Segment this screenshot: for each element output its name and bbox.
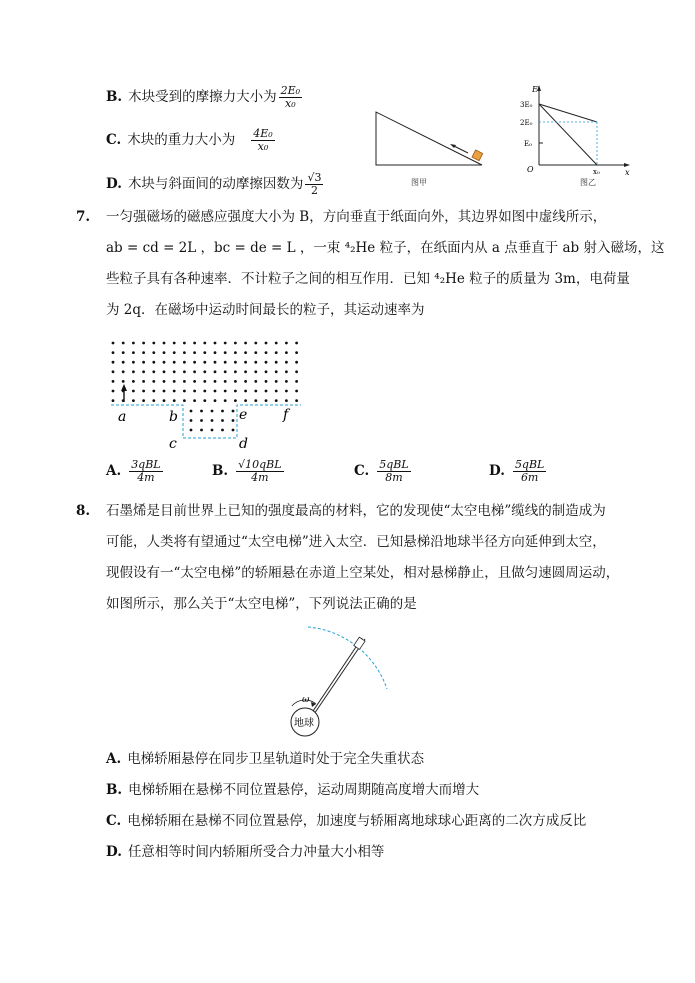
field-dot bbox=[244, 370, 247, 373]
field-dot bbox=[122, 361, 125, 364]
field-dot bbox=[203, 399, 206, 402]
field-dot bbox=[224, 361, 227, 364]
x-axis-label: x bbox=[625, 168, 630, 177]
numerator: 3qBL bbox=[131, 458, 161, 471]
field-dot bbox=[193, 361, 196, 364]
denominator: 4m bbox=[137, 471, 155, 484]
option-label: A. bbox=[106, 751, 122, 767]
field-dot bbox=[112, 390, 115, 393]
fraction bbox=[129, 459, 162, 484]
field-dot bbox=[295, 361, 298, 364]
field-dot bbox=[193, 399, 196, 402]
field-dot bbox=[183, 390, 186, 393]
point-c: c bbox=[169, 436, 177, 452]
fig-a-caption: 图甲 bbox=[411, 178, 427, 187]
field-dot bbox=[295, 370, 298, 373]
point-e: e bbox=[239, 407, 248, 423]
point-d: d bbox=[239, 436, 248, 452]
field-dot bbox=[132, 399, 135, 402]
field-dot bbox=[265, 399, 268, 402]
field-dot bbox=[244, 380, 247, 383]
point-b: b bbox=[169, 409, 178, 425]
option-label: D. bbox=[489, 463, 505, 479]
field-dot bbox=[214, 342, 217, 345]
field-dot bbox=[254, 342, 257, 345]
fraction bbox=[251, 128, 274, 153]
q7-line: 一匀强磁场的磁感应强度大小为 B，方向垂直于纸面向外，其边界如图中虚线所示， bbox=[106, 209, 607, 225]
numerator: 4E₀ bbox=[253, 127, 273, 140]
field-dot bbox=[275, 399, 278, 402]
field-dot bbox=[173, 361, 176, 364]
field-dot bbox=[163, 351, 166, 354]
field-dot bbox=[163, 399, 166, 402]
denominator: x₀ bbox=[285, 97, 296, 110]
field-dot bbox=[173, 351, 176, 354]
q7-number: 7. bbox=[76, 209, 91, 225]
field-dot bbox=[275, 342, 278, 345]
field-dot bbox=[193, 390, 196, 393]
field-dot bbox=[163, 342, 166, 345]
field-dot bbox=[254, 361, 257, 364]
option-text: 电梯轿厢在悬梯不同位置悬停，加速度与轿厢离地球球心距离的二次方成反比 bbox=[127, 813, 587, 829]
field-dot bbox=[193, 380, 196, 383]
field-dot bbox=[183, 351, 186, 354]
numerator: 5qBL bbox=[514, 458, 545, 471]
field-dot bbox=[254, 370, 257, 373]
option-label: D. bbox=[106, 176, 122, 192]
field-dot bbox=[112, 370, 115, 373]
field-dot bbox=[112, 351, 115, 354]
field-dot bbox=[234, 370, 237, 373]
field-dot bbox=[244, 351, 247, 354]
field-dot bbox=[183, 399, 186, 402]
denominator: 4m bbox=[251, 471, 269, 484]
field-dot bbox=[224, 380, 227, 383]
field-dot bbox=[232, 429, 235, 432]
field-dot bbox=[285, 399, 288, 402]
x-tick-x0: x₀ bbox=[593, 168, 600, 176]
field-dot bbox=[275, 361, 278, 364]
field-dot bbox=[295, 390, 298, 393]
field-dot bbox=[214, 399, 217, 402]
field-dot bbox=[221, 410, 224, 413]
option-text: 木块受到的摩擦力大小为 bbox=[128, 89, 277, 105]
fraction bbox=[279, 85, 302, 110]
magnetic-field-figure bbox=[105, 335, 320, 455]
omega-label: ω bbox=[302, 695, 310, 705]
field-dot bbox=[254, 399, 257, 402]
field-dot bbox=[265, 390, 268, 393]
field-dot bbox=[190, 410, 193, 413]
field-dot bbox=[285, 390, 288, 393]
field-dot bbox=[265, 351, 268, 354]
q6-option-b[interactable] bbox=[106, 85, 304, 110]
field-dot bbox=[285, 361, 288, 364]
q7-line: 些粒子具有各种速率．不计粒子之间的相互作用．已知 ⁴₂He 粒子的质量为 3m，电荷量 bbox=[106, 271, 630, 287]
space-elevator-figure bbox=[280, 622, 395, 740]
numerator: 2E₀ bbox=[280, 84, 301, 97]
field-dot bbox=[173, 370, 176, 373]
option-text: 电梯轿厢在悬梯不同位置悬停，运动周期随高度增大而增大 bbox=[128, 782, 480, 798]
option-text: 任意相等时间内轿厢所受合力冲量大小相等 bbox=[127, 844, 385, 860]
fraction bbox=[513, 459, 546, 484]
field-dot bbox=[152, 399, 155, 402]
option-label: B. bbox=[106, 89, 123, 105]
field-dot bbox=[275, 351, 278, 354]
option-label: C. bbox=[106, 132, 122, 148]
fraction bbox=[236, 459, 283, 484]
field-dot bbox=[203, 390, 206, 393]
option-label: A. bbox=[106, 463, 122, 479]
field-dot bbox=[173, 342, 176, 345]
field-dot bbox=[152, 361, 155, 364]
field-dot bbox=[214, 380, 217, 383]
field-dot bbox=[132, 370, 135, 373]
point-a: a bbox=[118, 409, 127, 425]
field-dot bbox=[244, 390, 247, 393]
field-dot bbox=[234, 380, 237, 383]
field-dot bbox=[244, 342, 247, 345]
option-label: D. bbox=[106, 844, 122, 860]
field-dot bbox=[163, 361, 166, 364]
option-text: 电梯轿厢悬停在同步卫星轨道时处于完全失重状态 bbox=[127, 751, 425, 767]
field-dot bbox=[132, 361, 135, 364]
q8-option-a[interactable] bbox=[106, 750, 424, 768]
field-dot bbox=[203, 380, 206, 383]
field-dot bbox=[224, 399, 227, 402]
field-dot bbox=[275, 390, 278, 393]
field-dot bbox=[152, 351, 155, 354]
field-dot bbox=[200, 429, 203, 432]
field-dot bbox=[183, 342, 186, 345]
y-tick-e0: E₀ bbox=[524, 140, 532, 148]
field-dot bbox=[234, 361, 237, 364]
numerator: 5qBL bbox=[379, 458, 409, 471]
q6-option-c[interactable] bbox=[106, 128, 277, 153]
field-dot bbox=[163, 380, 166, 383]
field-dot bbox=[183, 370, 186, 373]
field-dot bbox=[142, 390, 145, 393]
field-dot bbox=[122, 351, 125, 354]
field-dot bbox=[203, 342, 206, 345]
field-dot bbox=[142, 370, 145, 373]
field-dot bbox=[254, 390, 257, 393]
field-dot bbox=[163, 370, 166, 373]
fraction bbox=[305, 172, 323, 197]
field-dot bbox=[244, 399, 247, 402]
field-dot bbox=[200, 419, 203, 422]
field-dot bbox=[142, 342, 145, 345]
field-dot bbox=[275, 370, 278, 373]
point-f: f bbox=[283, 407, 289, 423]
field-dot bbox=[203, 351, 206, 354]
q8-option-d[interactable] bbox=[106, 843, 384, 861]
field-dot bbox=[265, 342, 268, 345]
q7-line: 为 2q．在磁场中运动时间最长的粒子，其运动速率为 bbox=[106, 302, 425, 318]
field-dot bbox=[254, 351, 257, 354]
field-dot bbox=[173, 399, 176, 402]
earth-label: 地球 bbox=[294, 718, 314, 729]
field-dot bbox=[112, 361, 115, 364]
field-dot bbox=[203, 370, 206, 373]
field-dot bbox=[285, 342, 288, 345]
field-dot bbox=[142, 380, 145, 383]
fig-b-caption: 图乙 bbox=[580, 178, 596, 187]
field-dot bbox=[112, 380, 115, 383]
energy-graph bbox=[515, 82, 635, 177]
q8-number: 8. bbox=[76, 503, 91, 519]
field-dots bbox=[112, 342, 298, 432]
field-dot bbox=[214, 390, 217, 393]
field-dot bbox=[275, 380, 278, 383]
field-dot bbox=[183, 361, 186, 364]
field-dot bbox=[211, 429, 214, 432]
q7-option-b[interactable] bbox=[212, 459, 286, 484]
field-dot bbox=[234, 399, 237, 402]
incline-figure bbox=[370, 108, 490, 170]
field-dot bbox=[234, 351, 237, 354]
origin-label: O bbox=[527, 165, 534, 174]
numerator: √10qBL bbox=[238, 458, 282, 471]
field-dot bbox=[285, 380, 288, 383]
field-dot bbox=[122, 380, 125, 383]
option-label: C. bbox=[106, 813, 122, 829]
field-dot bbox=[193, 370, 196, 373]
field-dot bbox=[152, 380, 155, 383]
field-dot bbox=[122, 342, 125, 345]
field-dot bbox=[214, 361, 217, 364]
field-dot bbox=[285, 351, 288, 354]
field-dot bbox=[183, 380, 186, 383]
field-dot bbox=[132, 351, 135, 354]
field-dot bbox=[214, 370, 217, 373]
field-dot bbox=[265, 370, 268, 373]
field-dot bbox=[122, 370, 125, 373]
field-dot bbox=[224, 390, 227, 393]
q8-line: 石墨烯是目前世界上已知的强度最高的材料，它的发现使“太空电梯”缆线的制造成为 bbox=[106, 503, 606, 519]
field-dot bbox=[190, 429, 193, 432]
field-dot bbox=[265, 380, 268, 383]
field-dot bbox=[295, 399, 298, 402]
field-dot bbox=[232, 419, 235, 422]
field-dot bbox=[152, 390, 155, 393]
field-dot bbox=[234, 390, 237, 393]
q8-line: 现假设有一“太空电梯”的轿厢悬在赤道上空某处，相对悬梯静止，且做匀速圆周运动， bbox=[106, 565, 620, 581]
q8-line: 可能，人类将有望通过“太空电梯”进入太空．已知悬梯沿地球半径方向延伸到太空， bbox=[106, 534, 606, 550]
field-dot bbox=[214, 351, 217, 354]
field-dot bbox=[221, 429, 224, 432]
y-tick-2e0: 2E₀ bbox=[520, 119, 533, 127]
field-dot bbox=[295, 351, 298, 354]
option-label: C. bbox=[354, 463, 370, 479]
field-dot bbox=[132, 380, 135, 383]
y-tick-3e0: 3E₀ bbox=[520, 101, 533, 109]
option-label: B. bbox=[106, 782, 123, 798]
q8-line: 如图所示，那么关于“太空电梯”，下列说法正确的是 bbox=[106, 596, 417, 612]
field-dot bbox=[152, 342, 155, 345]
field-dot bbox=[173, 390, 176, 393]
field-dot bbox=[295, 342, 298, 345]
field-dot bbox=[221, 419, 224, 422]
field-dot bbox=[265, 361, 268, 364]
q7-option-c[interactable] bbox=[354, 459, 413, 484]
field-dot bbox=[254, 380, 257, 383]
q7-option-a[interactable] bbox=[106, 459, 165, 484]
field-dot bbox=[211, 410, 214, 413]
field-dot bbox=[234, 342, 237, 345]
field-dot bbox=[232, 410, 235, 413]
field-dot bbox=[285, 370, 288, 373]
field-dot bbox=[132, 342, 135, 345]
numerator: √3 bbox=[307, 171, 322, 184]
field-dot bbox=[152, 370, 155, 373]
q6-option-d[interactable] bbox=[106, 172, 325, 197]
field-dot bbox=[295, 380, 298, 383]
field-dot bbox=[112, 399, 115, 402]
denominator: 2 bbox=[310, 184, 318, 197]
y-axis-label: E bbox=[532, 85, 538, 94]
field-dot bbox=[163, 390, 166, 393]
field-dot bbox=[190, 419, 193, 422]
field-dot bbox=[211, 419, 214, 422]
option-label: B. bbox=[212, 463, 229, 479]
q8-option-c[interactable] bbox=[106, 812, 586, 830]
field-dot bbox=[193, 351, 196, 354]
field-dot bbox=[244, 361, 247, 364]
field-dot bbox=[200, 410, 203, 413]
q7-line: ab = cd = 2L ，bc = de = L ，一束 ⁴₂He 粒子，在纸面内从 a 点垂直于 ab 射入磁场，这 bbox=[106, 240, 665, 256]
field-dot bbox=[224, 370, 227, 373]
option-text: 木块与斜面间的动摩擦因数为 bbox=[127, 176, 304, 192]
q8-option-b[interactable] bbox=[106, 781, 479, 799]
field-dot bbox=[142, 399, 145, 402]
field-dot bbox=[142, 361, 145, 364]
denominator: x₀ bbox=[257, 140, 269, 153]
denominator: 6m bbox=[520, 471, 539, 484]
field-dot bbox=[142, 351, 145, 354]
field-dot bbox=[112, 342, 115, 345]
field-dot bbox=[132, 390, 135, 393]
field-dot bbox=[224, 351, 227, 354]
denominator: 8m bbox=[385, 471, 403, 484]
fraction bbox=[377, 459, 410, 484]
option-text: 木块的重力大小为 bbox=[127, 132, 236, 148]
field-dot bbox=[193, 342, 196, 345]
field-dot bbox=[173, 380, 176, 383]
field-dot bbox=[203, 361, 206, 364]
field-dot bbox=[224, 342, 227, 345]
q7-option-d[interactable] bbox=[489, 459, 548, 484]
